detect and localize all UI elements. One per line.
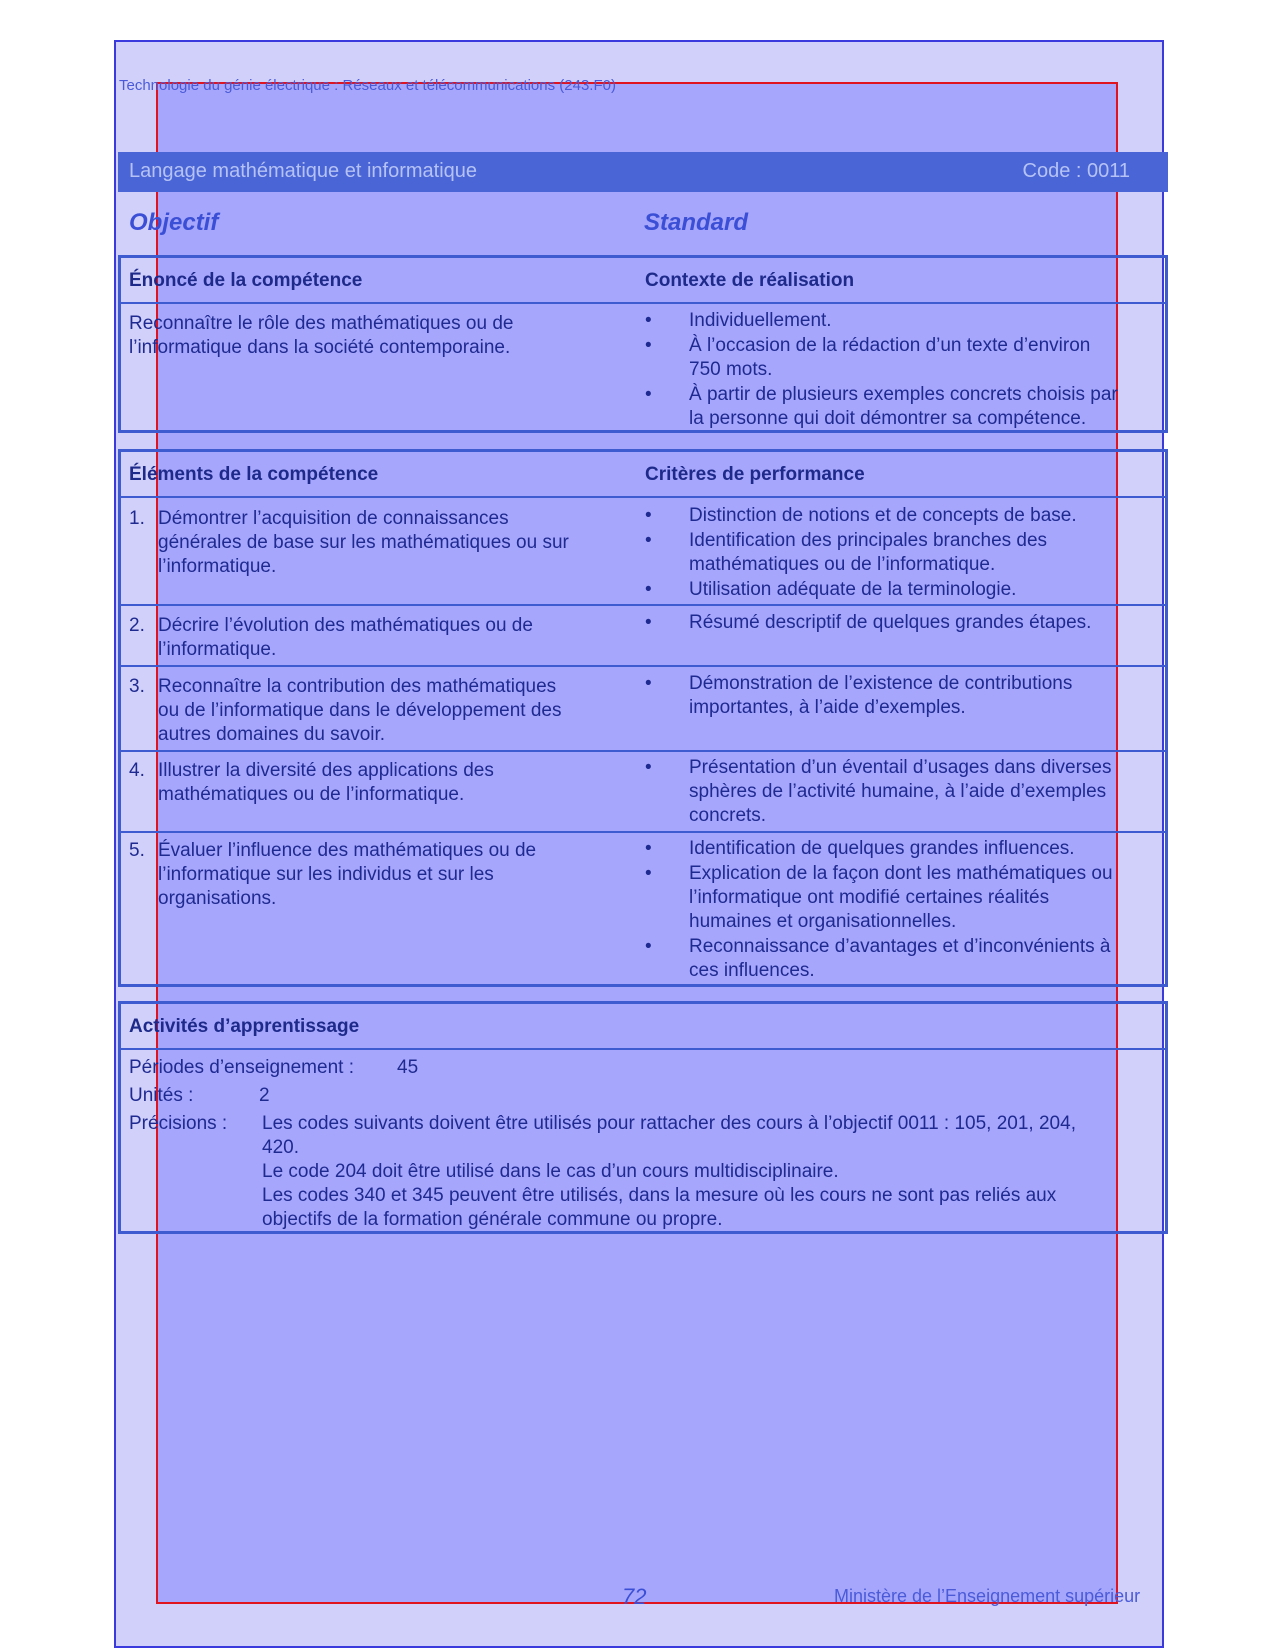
criterion: Distinction de notions et de concepts de base.: [689, 505, 1077, 526]
row-divider: [121, 604, 1165, 606]
criterion: Explication de la façon dont les mathématiques ou l’informatique ont modifié certaines réalités humaines et organisationnelles.: [689, 863, 1113, 932]
element-number: 1.: [129, 508, 145, 529]
unites-value: 2: [259, 1085, 270, 1106]
objective-subhead: Objectif: [129, 209, 219, 236]
bullet-icon: •: [645, 310, 652, 331]
bullet-icon: •: [645, 757, 652, 778]
contexte-item: À l’occasion de la rédaction d’un texte d’environ 750 mots.: [689, 335, 1091, 380]
row-divider: [121, 665, 1165, 667]
element-number: 4.: [129, 760, 145, 781]
criterion: Démonstration de l’existence de contributions importantes, à l’aide d’exemples.: [689, 673, 1073, 718]
bullet-icon: •: [645, 673, 652, 694]
element-text: Démontrer l’acquisition de connaissances générales de base sur les mathématiques ou sur l’informatique.: [158, 508, 569, 577]
bullet-icon: •: [645, 505, 652, 526]
criterion: Résumé descriptif de quelques grandes étapes.: [689, 612, 1092, 633]
precisions-text: Les codes suivants doivent être utilisés pour rattacher des cours à l’objectif 0011 : 105, 201, 204, 420. Le code 204 doit être utilisé dans le cas d’un cours multidisciplinaire. Les codes 340 et 345 peuvent être utilisés, dans la mesure où les cours ne sont pas reliés aux objectifs de la formation générale commune ou propre.: [262, 1113, 1076, 1230]
activities-label: Activités d’apprentissage: [129, 1016, 360, 1037]
row-divider: [121, 831, 1165, 833]
competence-header-row: [121, 258, 1165, 304]
periodes-value: 45: [397, 1057, 419, 1078]
bullet-icon: •: [645, 579, 652, 600]
program-header: Technologie du génie électrique : Réseaux et télécommunications (243.F0): [119, 77, 616, 94]
element-text: Évaluer l’influence des mathématiques ou de l’informatique sur les individus et sur les organisations.: [158, 840, 537, 909]
bullet-icon: •: [645, 335, 652, 356]
element-text: Décrire l’évolution des mathématiques ou de l’informatique.: [158, 615, 533, 660]
bullet-icon: •: [645, 530, 652, 551]
ministry-footer: Ministère de l’Enseignement supérieur: [834, 1586, 1141, 1606]
bullet-icon: •: [645, 612, 652, 633]
precisions-label: Précisions :: [129, 1113, 228, 1134]
periodes-label: Périodes d’enseignement :: [129, 1057, 354, 1078]
enonce-label: Énoncé de la compétence: [129, 270, 363, 291]
activities-header-row: [121, 1004, 1165, 1050]
page-number: 72: [622, 1584, 647, 1609]
contexte-item: Individuellement.: [689, 310, 832, 331]
element-text: Illustrer la diversité des applications des mathématiques ou de l’informatique.: [158, 760, 494, 805]
competence-box: [118, 255, 1168, 433]
criterion: Utilisation adéquate de la terminologie.: [689, 579, 1017, 600]
element-text: Reconnaître la contribution des mathématiques ou de l’informatique dans le développement des autres domaines du savoir.: [158, 676, 562, 745]
element-number: 5.: [129, 840, 145, 861]
criterion: Présentation d’un éventail d’usages dans diverses sphères de l’activité humaine, à l’aide d’exemples concrets.: [689, 757, 1112, 826]
contexte-item: À partir de plusieurs exemples concrets choisis par la personne qui doit démontrer sa compétence.: [689, 384, 1118, 429]
bullet-icon: •: [645, 936, 652, 957]
element-number: 2.: [129, 615, 145, 636]
elements-header-row: [121, 452, 1165, 498]
objective-title: Langage mathématique et informatique: [129, 160, 478, 182]
criterion: Identification de quelques grandes influences.: [689, 838, 1075, 859]
elements-label: Éléments de la compétence: [129, 464, 379, 485]
element-number: 3.: [129, 676, 145, 697]
criterion: Identification des principales branches des mathématiques ou de l’informatique.: [689, 530, 1048, 575]
bullet-icon: •: [645, 384, 652, 405]
unites-label: Unités :: [129, 1085, 194, 1106]
bullet-icon: •: [645, 838, 652, 859]
row-divider: [121, 750, 1165, 752]
contexte-label: Contexte de réalisation: [645, 270, 855, 291]
objective-title-bar: [118, 152, 1168, 192]
enonce-text: Reconnaître le rôle des mathématiques ou de l’informatique dans la société contemporaine.: [129, 313, 514, 358]
activities-box: [118, 1001, 1168, 1234]
elements-box: [118, 449, 1168, 987]
criteres-label: Critères de performance: [645, 464, 865, 485]
standard-subhead: Standard: [644, 209, 749, 236]
bullet-icon: •: [645, 863, 652, 884]
criterion: Reconnaissance d’avantages et d’inconvénients à ces influences.: [689, 936, 1111, 981]
objective-code: Code : 0011: [1022, 160, 1130, 182]
